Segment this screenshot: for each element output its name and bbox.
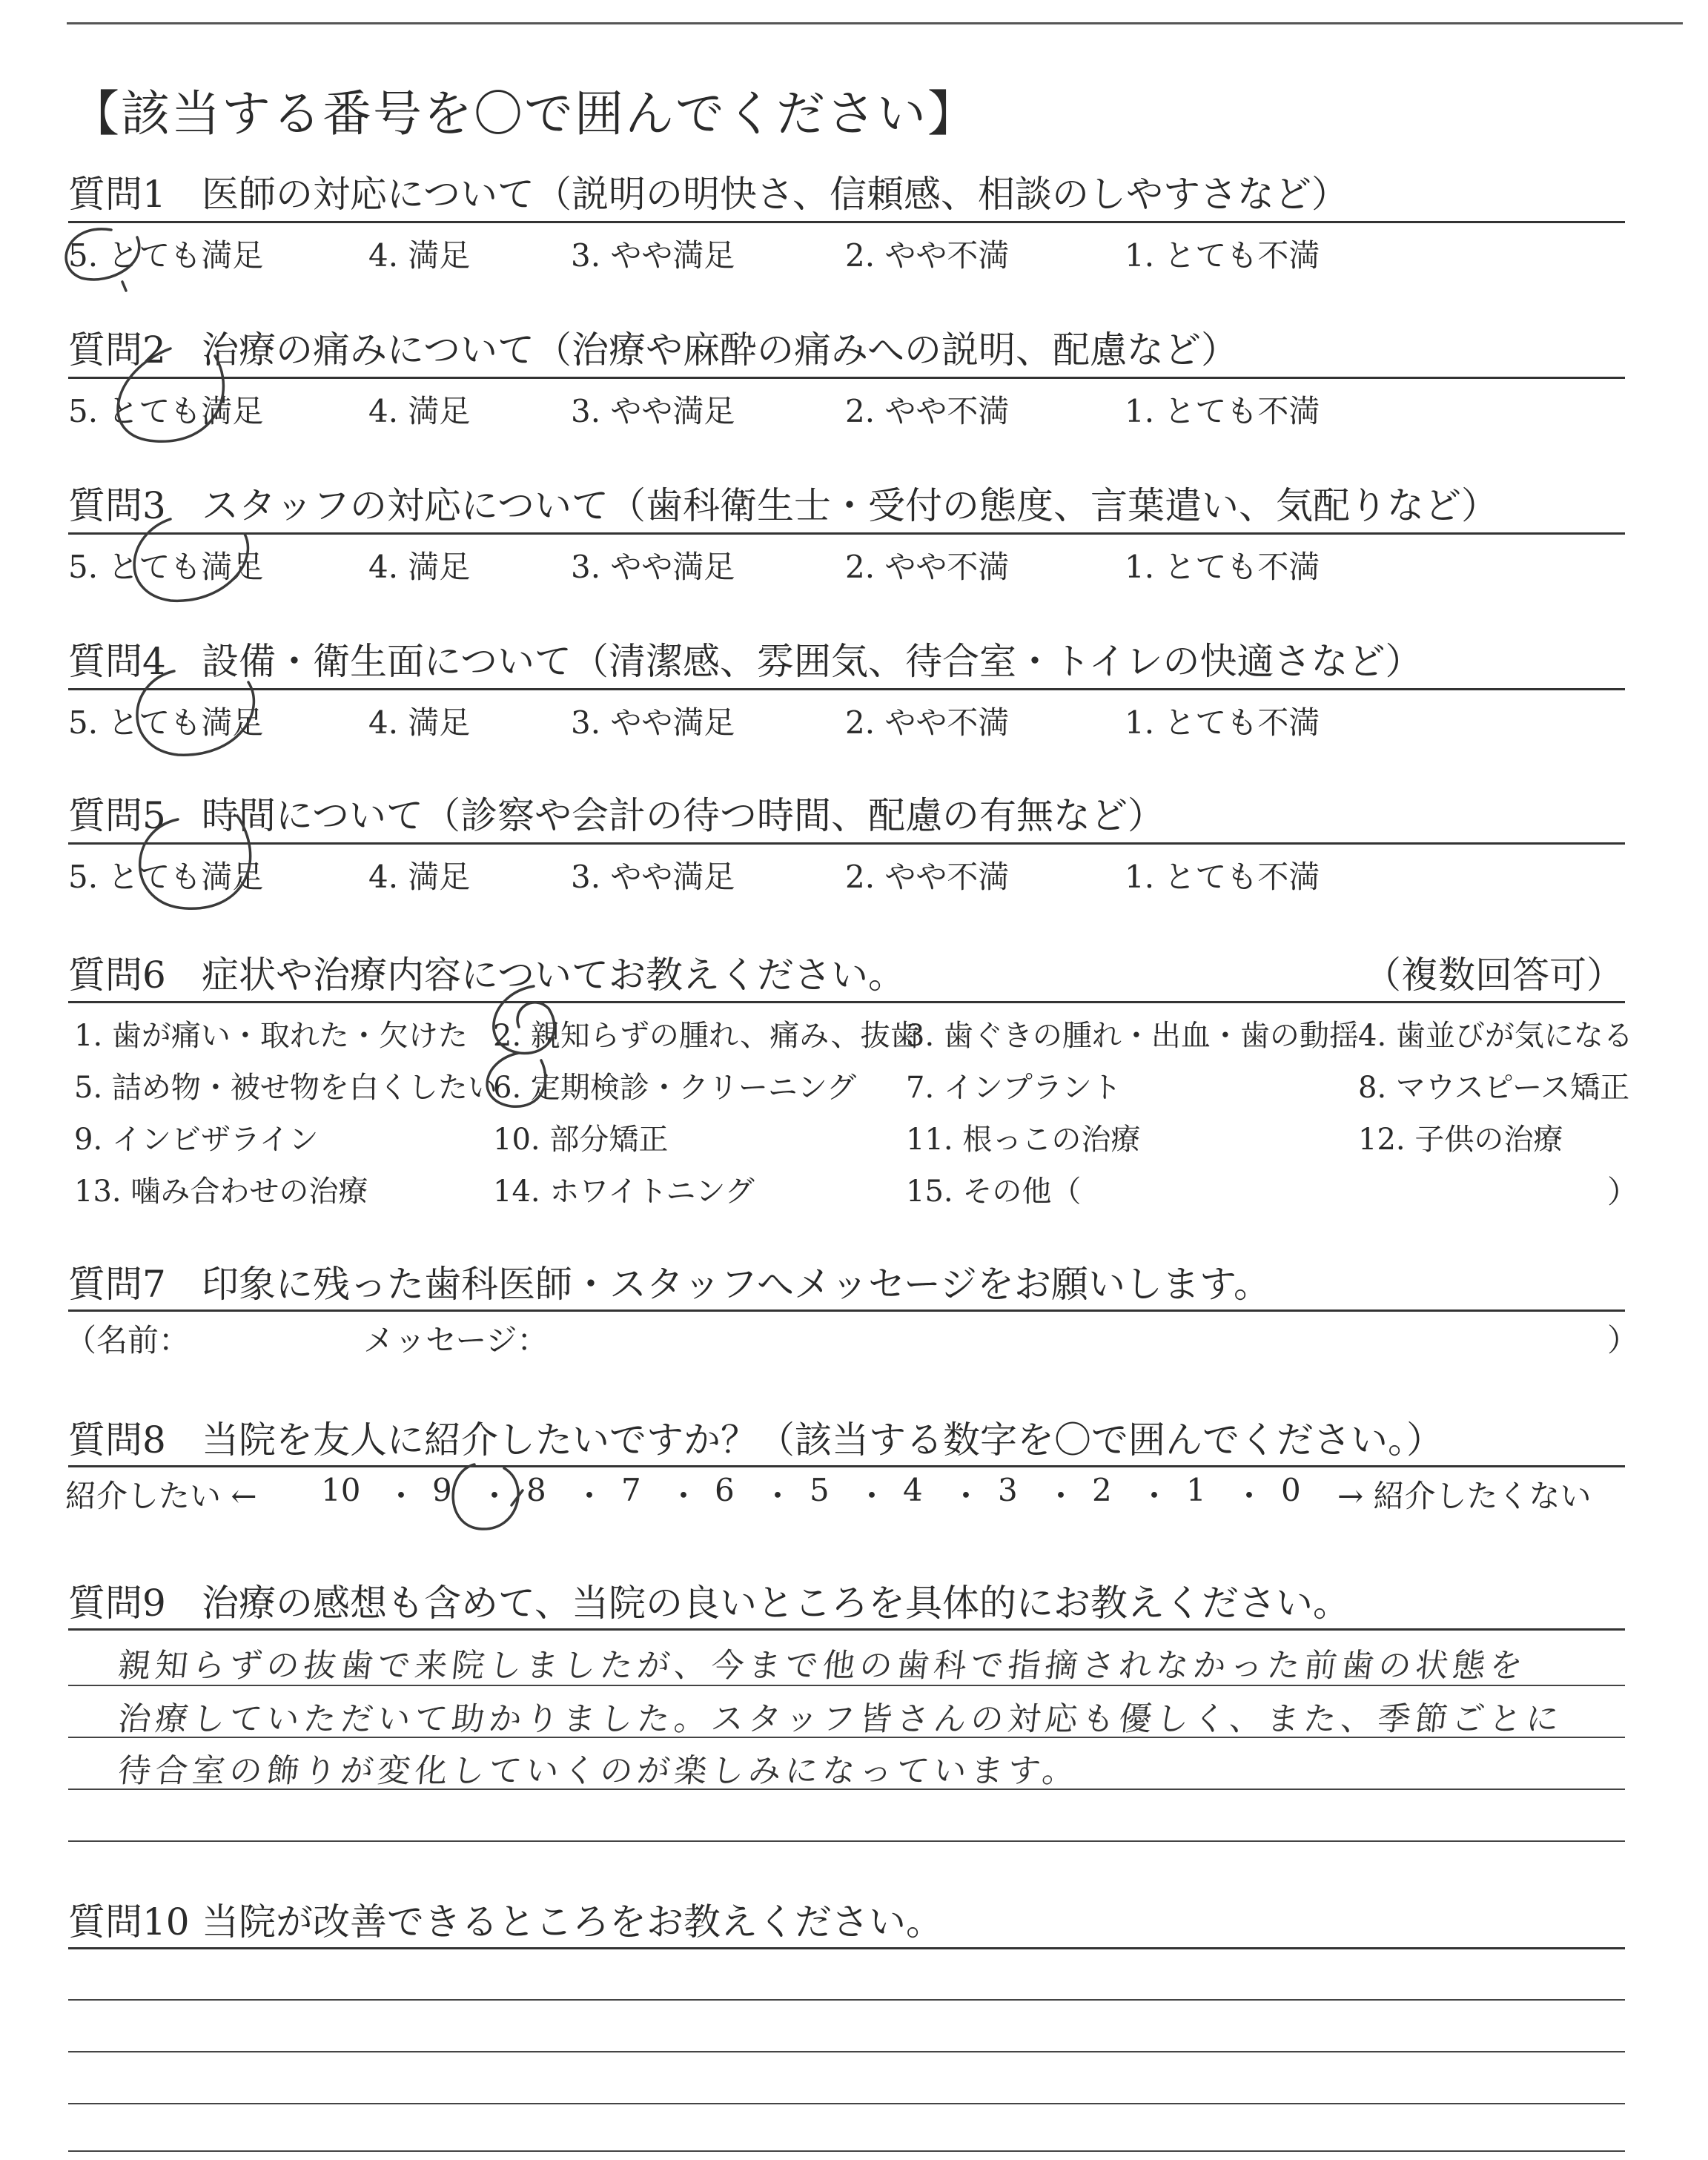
q8-scale-4[interactable]: 4 — [903, 1472, 923, 1508]
q8-scale-5[interactable]: 5 — [810, 1472, 830, 1508]
q5-option-3[interactable]: 3. やや満足 — [571, 859, 735, 895]
question-6-number: 質問6 — [68, 954, 166, 997]
q7-name-label: （名前： — [65, 1322, 191, 1358]
question-8-heading — [68, 1410, 1443, 1464]
q6-option-14[interactable]: 14. ホワイトニング — [493, 1175, 755, 1209]
q4-option-1[interactable]: 1. とても不満 — [1125, 704, 1320, 741]
q6-option-5[interactable]: 5. 詰め物・被せ物を白くしたい — [74, 1071, 497, 1105]
question-10-rule — [68, 1947, 1625, 1949]
question-8-rule — [68, 1465, 1625, 1467]
q5-option-5[interactable]: 5. とても満足 — [68, 859, 264, 895]
question-4-number: 質問4 — [68, 640, 166, 683]
q8-scale-1[interactable]: 1 — [1186, 1472, 1206, 1508]
question-9-heading — [68, 1573, 1350, 1627]
answer-line — [68, 2103, 1625, 2104]
q8-separator: ・ — [1139, 1478, 1171, 1514]
question-4-heading — [68, 632, 1423, 685]
q7-close-paren: ） — [1607, 1322, 1639, 1358]
q3-option-2[interactable]: 2. やや不満 — [845, 549, 1010, 585]
q2-option-3[interactable]: 3. やや満足 — [571, 393, 735, 429]
question-5-rule — [68, 842, 1625, 845]
question-1-number: 質問1 — [68, 173, 166, 216]
question-5-text: 時間について（診察や会計の待つ時間、配慮の有無など） — [202, 794, 1165, 837]
q6-option-10[interactable]: 10. 部分矯正 — [493, 1123, 669, 1157]
q6-option-4[interactable]: 4. 歯並びが気になる — [1358, 1019, 1633, 1053]
question-2-text: 治療の痛みについて（治療や麻酔の痛みへの説明、配慮など） — [202, 328, 1238, 371]
question-10-heading — [68, 1892, 943, 1946]
question-5-heading — [68, 786, 1165, 839]
q4-option-3[interactable]: 3. やや満足 — [571, 704, 735, 741]
question-3-rule — [68, 532, 1625, 535]
q9-answer-line-2[interactable]: 治療していただいて助かりました。スタッフ皆さんの対応も優しく、また、季節ごとに — [116, 1700, 1566, 1738]
q9-answer-line-3[interactable]: 待合室の飾りが変化していくのが楽しみになっています。 — [116, 1752, 1082, 1790]
question-1-text: 医師の対応について（説明の明快さ、信頼感、相談のしやすさなど） — [202, 173, 1348, 216]
q6-option-7[interactable]: 7. インプラント — [906, 1071, 1122, 1105]
q6-option-6[interactable]: 6. 定期検診・クリーニング — [493, 1071, 857, 1105]
q2-option-1[interactable]: 1. とても不満 — [1125, 393, 1320, 429]
q1-option-1[interactable]: 1. とても不満 — [1125, 237, 1320, 274]
question-3-number: 質問3 — [68, 484, 166, 527]
q1-option-4[interactable]: 4. 満足 — [368, 237, 471, 274]
q6-other-close-paren: ） — [1607, 1174, 1639, 1210]
question-9-rule — [68, 1628, 1625, 1631]
page-title: 【該当する番号を〇で囲んでください】 — [70, 85, 978, 142]
q2-option-2[interactable]: 2. やや不満 — [845, 393, 1010, 429]
q8-scale-7[interactable]: 7 — [621, 1472, 641, 1508]
q3-option-5[interactable]: 5. とても満足 — [68, 549, 264, 585]
answer-line — [68, 2051, 1625, 2052]
q8-scale-6[interactable]: 6 — [715, 1472, 735, 1508]
q6-option-11[interactable]: 11. 根っこの治療 — [906, 1123, 1141, 1157]
question-1-rule — [68, 221, 1625, 223]
q4-option-2[interactable]: 2. やや不満 — [845, 704, 1010, 741]
question-2-heading — [68, 320, 1238, 374]
q2-option-5[interactable]: 5. とても満足 — [68, 393, 264, 429]
q8-left-label: 紹介したい ← — [65, 1478, 257, 1514]
q6-option-3[interactable]: 3. 歯ぐきの腫れ・出血・歯の動揺 — [906, 1019, 1359, 1053]
question-8-text: 当院を友人に紹介したいですか？（該当する数字を〇で囲んでください。） — [202, 1418, 1443, 1462]
q5-option-4[interactable]: 4. 満足 — [368, 859, 471, 895]
q8-scale-9[interactable]: 9 — [432, 1472, 452, 1508]
question-5-number: 質問5 — [68, 794, 166, 837]
question-6-heading — [68, 945, 905, 999]
q3-option-1[interactable]: 1. とても不満 — [1125, 549, 1320, 585]
q8-scale-10[interactable]: 10 — [321, 1472, 361, 1508]
question-6-note: （複数回答可） — [1364, 954, 1623, 997]
q4-option-5[interactable]: 5. とても満足 — [68, 704, 264, 741]
q6-option-8[interactable]: 8. マウスピース矯正 — [1358, 1071, 1630, 1105]
q1-option-2[interactable]: 2. やや不満 — [845, 237, 1010, 274]
answer-line — [68, 1999, 1625, 2001]
q8-separator: ・ — [668, 1478, 700, 1514]
top-border-line — [67, 22, 1683, 24]
question-6-text: 症状や治療内容についてお教えください。 — [202, 954, 905, 997]
q2-option-4[interactable]: 4. 満足 — [368, 393, 471, 429]
q6-option-13[interactable]: 13. 噛み合わせの治療 — [74, 1175, 368, 1209]
q8-right-label: → 紹介したくない — [1337, 1478, 1592, 1514]
q6-option-1[interactable]: 1. 歯が痛い・取れた・欠けた — [74, 1019, 468, 1053]
question-9-number: 質問9 — [68, 1582, 166, 1625]
answer-line — [68, 1840, 1625, 1842]
q1-option-3[interactable]: 3. やや満足 — [571, 237, 735, 274]
q1-option-5[interactable]: 5. とても満足 — [68, 237, 264, 274]
q8-separator: ・ — [856, 1478, 888, 1514]
answer-line — [68, 2150, 1625, 2152]
question-10-number: 質問10 — [68, 1900, 190, 1943]
q6-option-15[interactable]: 15. その他（ — [906, 1175, 1082, 1209]
q5-option-2[interactable]: 2. やや不満 — [845, 859, 1010, 895]
question-7-text: 印象に残った歯科医師・スタッフへメッセージをお願いします。 — [202, 1263, 1271, 1306]
q8-scale-8[interactable]: 8 — [526, 1472, 546, 1508]
question-7-number: 質問7 — [68, 1263, 166, 1306]
q8-separator: ・ — [762, 1478, 794, 1514]
question-9-text: 治療の感想も含めて、当院の良いところを具体的にお教えください。 — [202, 1582, 1350, 1625]
q4-option-4[interactable]: 4. 満足 — [368, 704, 471, 741]
question-3-text: スタッフの対応について（歯科衛生士・受付の態度、言葉遣い、気配りなど） — [202, 484, 1498, 527]
question-3-heading — [68, 476, 1498, 529]
question-2-rule — [68, 377, 1625, 379]
q8-scale-0[interactable]: 0 — [1281, 1472, 1301, 1508]
question-4-text: 設備・衛生面について（清潔感、雰囲気、待合室・トイレの快適さなど） — [202, 640, 1423, 683]
q6-option-9[interactable]: 9. インビザライン — [74, 1123, 319, 1157]
question-2-number: 質問2 — [68, 328, 166, 371]
question-1-heading — [68, 165, 1348, 218]
q8-separator: ・ — [950, 1478, 982, 1514]
q8-separator: ・ — [1045, 1478, 1077, 1514]
q7-message-label: メッセージ： — [363, 1322, 549, 1358]
question-7-heading — [68, 1255, 1271, 1308]
q8-scale-2[interactable]: 2 — [1092, 1472, 1112, 1508]
q6-option-2[interactable]: 2. 親知らずの腫れ、痛み、抜歯 — [493, 1019, 920, 1053]
q8-separator: ・ — [574, 1478, 606, 1514]
q8-separator: ・ — [1234, 1478, 1265, 1514]
question-10-text: 当院が改善できるところをお教えください。 — [202, 1900, 943, 1943]
q8-scale-3[interactable]: 3 — [998, 1472, 1018, 1508]
question-7-rule — [68, 1309, 1625, 1312]
q5-option-1[interactable]: 1. とても不満 — [1125, 859, 1320, 895]
q3-option-4[interactable]: 4. 満足 — [368, 549, 471, 585]
q3-option-3[interactable]: 3. やや満足 — [571, 549, 735, 585]
q8-separator: ・ — [385, 1478, 417, 1514]
question-6-rule — [68, 1001, 1625, 1003]
q8-separator: ・ — [479, 1478, 511, 1514]
q9-answer-line-1[interactable]: 親知らずの抜歯で来院しましたが、今まで他の歯科で指摘されなかった前歯の状態を — [116, 1647, 1529, 1685]
q6-option-12[interactable]: 12. 子供の治療 — [1358, 1123, 1563, 1157]
question-4-rule — [68, 688, 1625, 690]
question-8-number: 質問8 — [68, 1418, 166, 1462]
